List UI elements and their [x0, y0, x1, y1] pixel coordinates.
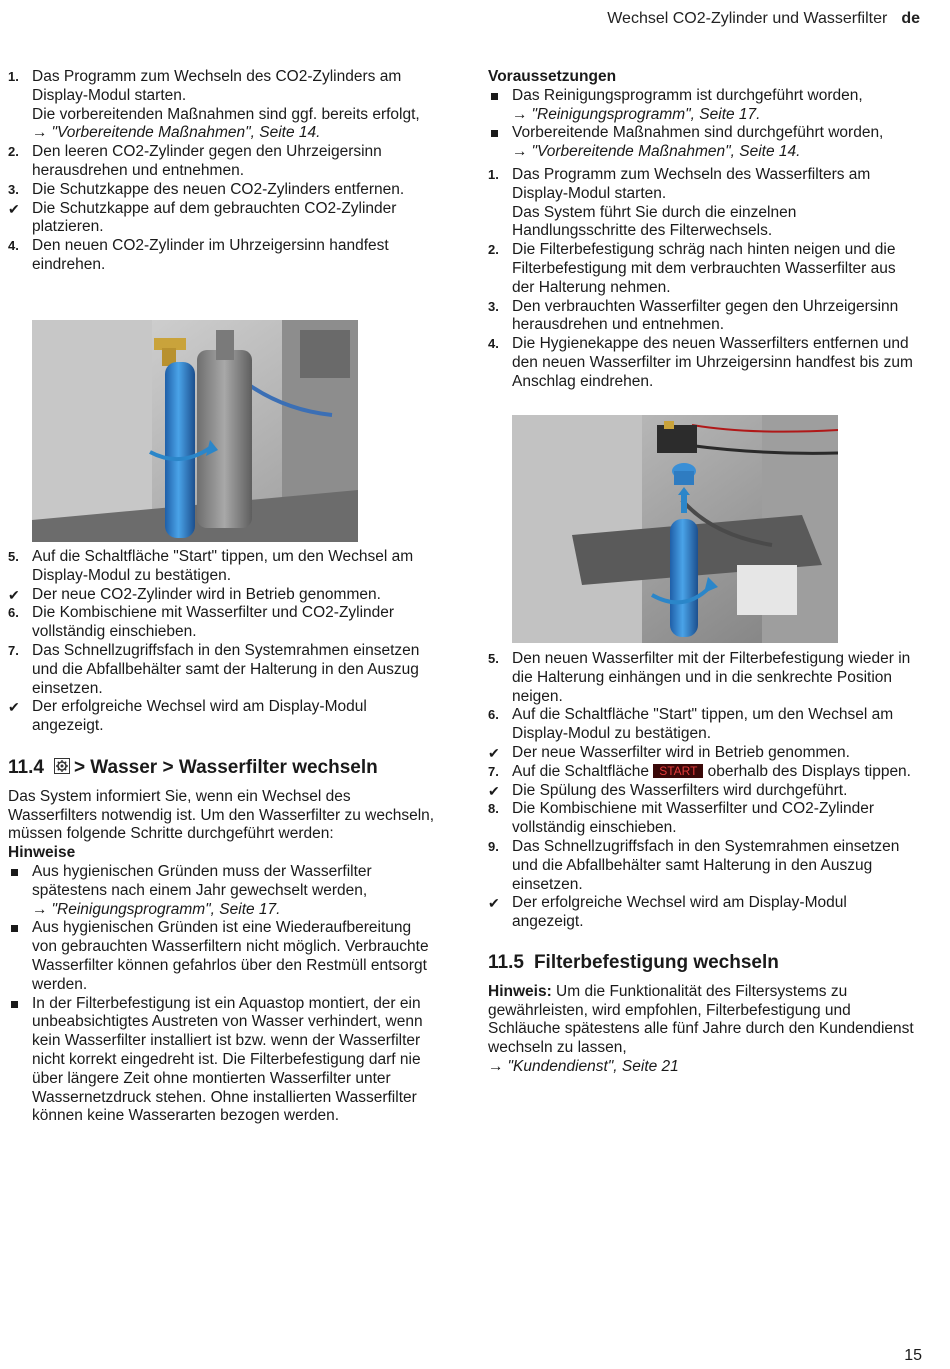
cross-reference[interactable]: → "Reinigungsprogramm", Seite 17.	[512, 105, 761, 123]
arrow-right-icon: →	[488, 1057, 504, 1075]
step-item	[8, 237, 440, 275]
step-text: Die Spülung des Wasserfilters wird durchgeführt.	[512, 781, 848, 799]
step-text: Der erfolgreiche Wechsel wird am Display-Modul angezeigt.	[512, 894, 847, 931]
step-marker: 4.	[8, 238, 19, 254]
step-text: Die Kombischiene mit Wasserfilter und CO2-Zylinder vollständig einschieben.	[512, 800, 875, 837]
step-marker: 6.	[488, 707, 499, 723]
result-item	[8, 200, 440, 238]
water-filter-image	[512, 415, 838, 643]
step-text: Den neuen Wasserfilter mit der Filterbefestigung wieder in die Halterung einhängen und in die senkrechte Position neigen.	[512, 650, 911, 705]
step-marker: 2.	[8, 144, 19, 160]
note-text: Aus hygienischen Gründen ist eine Wiederaufbereitung von gebrauchten Wasserfiltern nicht möglich. Verbrauchte Wasserfilter können gefahrlos über den Restmüll entsorgt werden.	[32, 919, 429, 993]
step-item	[488, 166, 920, 241]
step-item	[488, 800, 920, 838]
left-steps-b	[8, 548, 440, 1126]
step-item	[488, 241, 920, 297]
running-header	[607, 10, 920, 28]
start-button-symbol: START	[653, 764, 703, 778]
step-text: Auf die Schaltfläche "Start" tippen, um den Wechsel am Display-Modul zu bestätigen.	[512, 706, 894, 743]
co2-cylinder-image	[32, 320, 358, 542]
section-heading-11-4	[8, 758, 440, 778]
note-text: Aus hygienischen Gründen muss der Wasserfilter spätestens nach einem Jahr gewechselt werden,	[32, 862, 372, 899]
hint-text: Um die Funktionalität des Filtersystems zu gewährleisten, wird empfohlen, Filterbefestigung und Schläuche spätestens alle fünf Jahre durch den Kundendienst wechseln zu lassen,	[488, 982, 914, 1057]
step-item	[488, 763, 920, 782]
step-text: Das System führt Sie durch die einzelnen Handlungsschritte des Filterwechsels.	[512, 203, 797, 240]
step-item	[488, 650, 920, 706]
step-item	[488, 335, 920, 391]
step-text: Die Filterbefestigung schräg nach hinten neigen und die Filterbefestigung mit dem verbrauchten Wasserfilter aus der Halterung nehmen.	[512, 241, 896, 296]
bullet-square-icon	[491, 93, 498, 100]
step-text: Auf die Schaltfläche "Start" tippen, um den Wechsel am Display-Modul zu bestätigen.	[32, 548, 414, 584]
checkmark-icon: ✔	[8, 699, 20, 716]
step-marker: 1.	[8, 69, 19, 84]
step-text: Das Schnellzugriffsfach in den Systemrahmen einsetzen und die Abfallbehälter samt Halterung in den Auszug einsetzen.	[512, 837, 900, 893]
checkmark-icon: ✔	[8, 586, 20, 603]
arrow-right-icon: →	[32, 124, 48, 142]
step-marker: 7.	[8, 642, 19, 658]
note-item	[8, 919, 440, 994]
section-number: 11.5	[488, 951, 524, 973]
step-item	[8, 642, 440, 698]
prerequisites-heading: Voraussetzungen	[488, 68, 617, 85]
note-item	[8, 863, 440, 919]
step-marker: 4.	[488, 336, 499, 352]
section-heading-11-5	[488, 951, 920, 973]
prerequisite-item	[488, 124, 920, 162]
note-text: In der Filterbefestigung ist ein Aquastop montiert, der ein unbeabsichtigtes Austreten von Wasser verhindert, wenn kein Wasserfilter installiert ist bzw. wenn der Wasserfilter nicht korrekt eingedreht ist. Die Filterbefestigung darf nie über längere Zeit ohne montierten Wasserfilter unter Wassernetzdruck stehen. Ohne installierten Wasserfilter können keine Wasserarten bezogen werden.	[32, 994, 423, 1125]
step-marker: 2.	[488, 242, 499, 258]
cross-reference[interactable]: → "Vorbereitende Maßnahmen", Seite 14.	[512, 143, 801, 161]
result-item	[8, 698, 440, 736]
section-intro: Das System informiert Sie, wenn ein Wechsel des Wasserfilters notwendig ist. Um den Wasserfilter zu wechseln, müssen folgende Schritte durchgeführt werden:	[8, 787, 435, 843]
step-item	[488, 838, 920, 894]
step-item	[8, 548, 440, 586]
co2-cylinder-illustration	[32, 320, 358, 542]
step-marker: 6.	[8, 605, 19, 621]
checkmark-icon: ✔	[488, 782, 500, 799]
result-item	[488, 894, 920, 932]
arrow-right-icon: →	[32, 900, 48, 918]
bullet-square-icon	[11, 925, 18, 932]
step-marker: 7.	[488, 763, 499, 779]
prerequisite-text: Das Reinigungsprogramm ist durchgeführt worden,	[512, 86, 863, 104]
step-item	[488, 706, 920, 744]
step-text: Die vorbereitenden Maßnahmen sind ggf. bereits erfolgt,	[32, 105, 420, 123]
step-text: Die Hygienekappe des neuen Wasserfilters entfernen und den neuen Wasserfilter im Uhrzeigersinn handfest bis zum Anschlag eindrehen.	[512, 335, 913, 390]
step-text: Das Programm zum Wechseln des CO2-Zylinders am Display-Modul starten.	[32, 68, 402, 104]
prerequisite-text: Vorbereitende Maßnahmen sind durchgeführt worden,	[512, 124, 884, 142]
language-code: de	[901, 10, 920, 27]
result-item	[8, 586, 440, 605]
step-text: Die Kombischiene mit Wasserfilter und CO2-Zylinder vollständig einschieben.	[32, 604, 395, 641]
step-text: Das Programm zum Wechseln des Wasserfilters am Display-Modul starten.	[512, 165, 871, 202]
step-text: oberhalb des Displays tippen.	[707, 762, 911, 780]
result-item	[488, 782, 920, 801]
step-text: Die Schutzkappe des neuen CO2-Zylinders entfernen.	[32, 180, 405, 198]
step-item	[8, 143, 440, 181]
step-marker: 9.	[488, 838, 499, 854]
hint-label: Hinweis:	[488, 982, 552, 1000]
arrow-right-icon: →	[512, 105, 528, 123]
right-steps-a	[488, 68, 920, 392]
header-title: Wechsel CO2-Zylinder und Wasserfilter	[607, 10, 888, 27]
step-marker: 5.	[8, 549, 19, 564]
section-number: 11.4	[8, 756, 44, 778]
step-marker: 5.	[488, 651, 499, 666]
step-text: Der neue CO2-Zylinder wird in Betrieb genommen.	[32, 585, 381, 603]
step-item	[488, 298, 920, 336]
step-text: Den leeren CO2-Zylinder gegen den Uhrzeigersinn herausdrehen und entnehmen.	[32, 143, 382, 179]
cross-reference[interactable]: → "Reinigungsprogramm", Seite 17.	[32, 900, 281, 918]
arrow-right-icon: →	[512, 143, 528, 161]
right-steps-b	[488, 650, 920, 1077]
notes-heading: Hinweise	[8, 844, 76, 862]
bullet-square-icon	[491, 130, 498, 137]
note-item	[8, 995, 440, 1127]
step-marker: 1.	[488, 166, 499, 182]
prerequisite-item	[488, 87, 920, 125]
checkmark-icon: ✔	[488, 895, 500, 912]
cross-reference[interactable]: → "Vorbereitende Maßnahmen", Seite 14.	[32, 124, 321, 142]
checkmark-icon: ✔	[488, 744, 500, 761]
step-text: Die Schutzkappe auf dem gebrauchten CO2-Zylinder platzieren.	[32, 199, 397, 236]
step-text: Den neuen CO2-Zylinder im Uhrzeigersinn handfest eindrehen.	[32, 237, 389, 273]
water-filter-illustration	[512, 415, 838, 643]
bullet-square-icon	[11, 869, 18, 876]
step-item	[8, 68, 440, 143]
step-item	[8, 181, 440, 200]
step-text: Der neue Wasserfilter wird in Betrieb genommen.	[512, 743, 850, 761]
left-steps-a	[8, 68, 440, 275]
step-text: Den verbrauchten Wasserfilter gegen den Uhrzeigersinn herausdrehen und entnehmen.	[512, 297, 899, 334]
result-item	[488, 744, 920, 763]
checkmark-icon: ✔	[8, 200, 20, 217]
gear-icon	[54, 758, 70, 774]
hint-paragraph	[488, 983, 920, 1077]
step-marker: 8.	[488, 801, 499, 817]
step-text: Auf die Schaltfläche	[512, 762, 650, 780]
step-item	[8, 604, 440, 642]
cross-reference[interactable]: → "Kundendienst", Seite 21	[488, 1057, 679, 1075]
step-text: Der erfolgreiche Wechsel wird am Display-Modul angezeigt.	[32, 698, 367, 735]
section-title: > Wasser > Wasserfilter wechseln	[73, 756, 378, 778]
section-title: Filterbefestigung wechseln	[533, 951, 779, 973]
bullet-square-icon	[11, 1001, 18, 1008]
step-marker: 3.	[488, 298, 499, 314]
step-text: Das Schnellzugriffsfach in den Systemrahmen einsetzen und die Abfallbehälter samt der Halterung in den Auszug einsetzen.	[32, 641, 420, 697]
step-marker: 3.	[8, 181, 19, 197]
page-number: 15	[904, 1347, 922, 1364]
